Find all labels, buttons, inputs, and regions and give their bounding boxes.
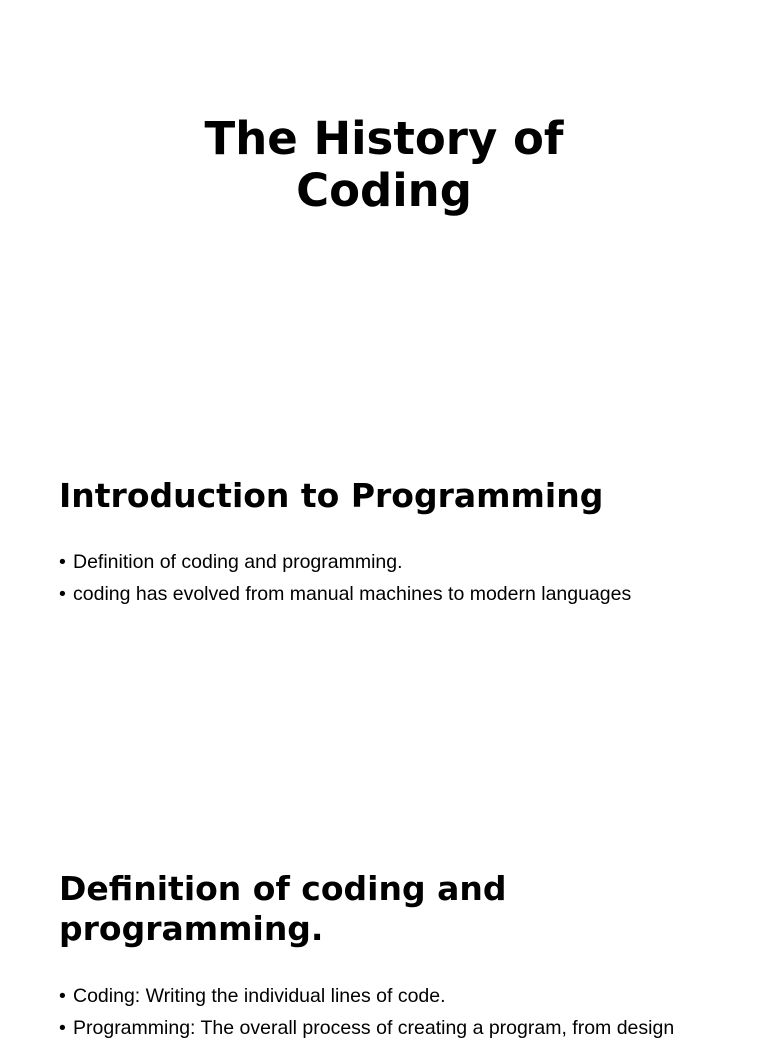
bullet-icon: • bbox=[59, 985, 66, 1007]
bullet-text: coding has evolved from manual machines to modern languages bbox=[73, 583, 632, 605]
presentation-title: The History of Coding bbox=[204, 112, 564, 217]
introduction-slide bbox=[0, 440, 768, 840]
bullet-item bbox=[59, 546, 749, 578]
slide-heading: Definition of coding and programming. bbox=[59, 869, 507, 948]
bullet-text: Definition of coding and programming. bbox=[73, 551, 403, 573]
definition-slide bbox=[0, 850, 768, 1039]
slide-heading: Introduction to Programming bbox=[59, 476, 604, 515]
bullet-item bbox=[59, 1012, 749, 1044]
bullet-list bbox=[59, 980, 749, 1044]
bullet-icon: • bbox=[59, 1017, 66, 1039]
bullet-text: Coding: Writing the individual lines of code. bbox=[73, 985, 446, 1007]
title-slide bbox=[0, 0, 768, 400]
bullet-icon: • bbox=[59, 551, 66, 573]
bullet-list bbox=[59, 546, 749, 610]
bullet-icon: • bbox=[59, 583, 66, 605]
bullet-item bbox=[59, 578, 749, 610]
bullet-item bbox=[59, 980, 749, 1012]
bullet-text: Programming: The overall process of creating a program, from design bbox=[73, 1017, 675, 1039]
